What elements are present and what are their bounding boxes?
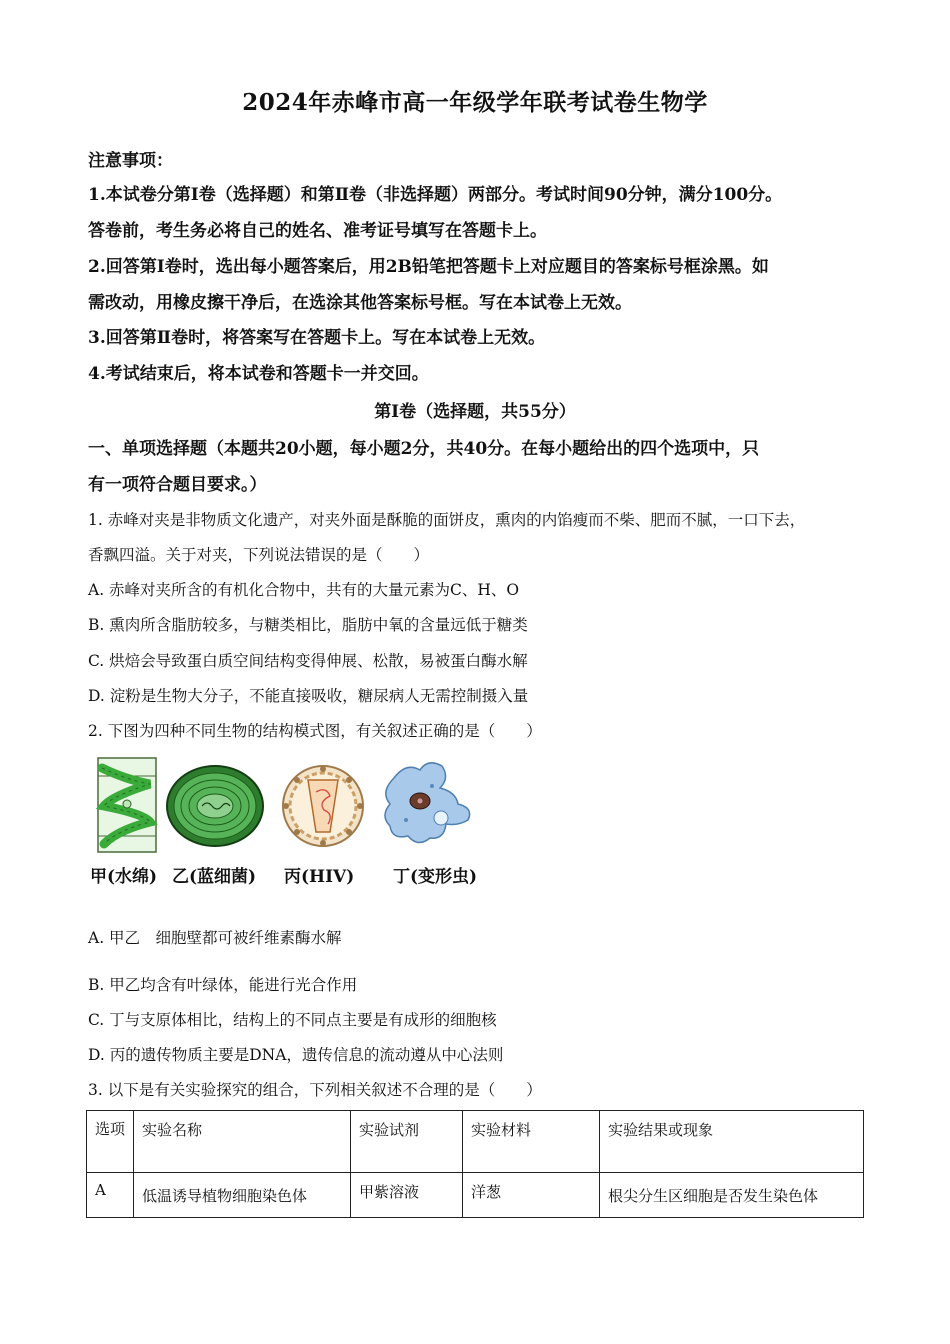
table-header-row: [87, 1111, 864, 1173]
table-cell: 洋葱: [463, 1173, 600, 1218]
notice-line: 4.考试结束后，将本试卷和答题卡一并交回。: [88, 364, 429, 384]
table-header-cell: 实验名称: [134, 1111, 351, 1173]
figure-label-spirogyra: 甲(水绵): [90, 867, 158, 887]
question-2-option-b: B. 甲乙均含有叶绿体，能进行光合作用: [88, 976, 358, 994]
notice-line: 1.本试卷分第Ⅰ卷（选择题）和第Ⅱ卷（非选择题）两部分。考试时间90分钟，满分100分。: [88, 185, 783, 205]
figure-label-amoeba: 丁(变形虫): [393, 867, 478, 887]
experiment-table: [86, 1110, 864, 1218]
question-2-option-c: C. 丁与支原体相比，结构上的不同点主要是有成形的细胞核: [88, 1011, 497, 1029]
question-1-option-b: B. 熏肉所含脂肪较多，与糖类相比，脂肪中氧的含量远低于糖类: [88, 616, 528, 634]
cyanobacteria-image: [167, 766, 263, 846]
notice-line: 答卷前，考生务必将自己的姓名、准考证号填写在答题卡上。: [88, 221, 547, 241]
figure-label-cyanobacteria: 乙(蓝细菌): [172, 867, 257, 887]
table-cell: A: [87, 1173, 134, 1218]
page-title: 2024年赤峰市高一年级学年联考试卷生物学: [242, 89, 708, 116]
part1-heading: 第Ⅰ卷（选择题，共55分）: [374, 402, 576, 422]
figure-label-hiv: 丙(HIV): [284, 867, 355, 887]
amoeba-image: [385, 763, 470, 843]
section-heading: 一、单项选择题（本题共20小题，每小题2分，共40分。在每小题给出的四个选项中，只: [88, 439, 760, 459]
notice-line: 需改动，用橡皮擦干净后，在选涂其他答案标号框。写在本试卷上无效。: [88, 293, 632, 313]
question-1-option-c: C. 烘焙会导致蛋白质空间结构变得伸展、松散，易被蛋白酶水解: [88, 652, 528, 670]
question-1-option-a: A. 赤峰对夹所含的有机化合物中，共有的大量元素为C、H、O: [88, 581, 520, 599]
table-cell: 低温诱导植物细胞染色体: [134, 1173, 351, 1218]
table-header-cell: 选项: [87, 1111, 134, 1173]
question-2-stem: 2. 下图为四种不同生物的结构模式图，有关叙述正确的是（ ）: [88, 722, 542, 740]
table-row: [87, 1173, 864, 1218]
spirogyra-image: [98, 758, 156, 852]
section-heading: 有一项符合题目要求。）: [88, 475, 267, 495]
question-1-stem: 香飘四溢。关于对夹，下列说法错误的是（ ）: [88, 546, 430, 564]
question-1-option-d: D. 淀粉是生物大分子，不能直接吸收，糖尿病人无需控制摄入量: [88, 687, 529, 705]
table-header-cell: 实验材料: [463, 1111, 600, 1173]
table-header-cell: 实验结果或现象: [600, 1111, 864, 1173]
hiv-image: [283, 766, 363, 846]
question-1-stem: 1. 赤峰对夹是非物质文化遗产，对夹外面是酥脆的面饼皮，熏肉的内馅瘦而不柴、肥而不腻，一口下去，: [88, 511, 806, 529]
notice-line: 3.回答第Ⅱ卷时，将答案写在答题卡上。写在本试卷上无效。: [88, 328, 546, 348]
table-cell: 甲紫溶液: [351, 1173, 463, 1218]
question-2-option-a: A. 甲乙 细胞壁都可被纤维素酶水解: [88, 929, 342, 947]
question-3-stem: 3. 以下是有关实验探究的组合，下列相关叙述不合理的是（ ）: [88, 1081, 542, 1099]
notice-line: 2.回答第Ⅰ卷时，选出每小题答案后，用2B铅笔把答题卡上对应题目的答案标号框涂黑。如: [88, 257, 769, 277]
question-2-option-d: D. 丙的遗传物质主要是DNA，遗传信息的流动遵从中心法则: [88, 1046, 504, 1064]
table-cell: 根尖分生区细胞是否发生染色体: [600, 1173, 864, 1218]
table-header-cell: 实验试剂: [351, 1111, 463, 1173]
notice-heading: 注意事项：: [88, 151, 173, 171]
